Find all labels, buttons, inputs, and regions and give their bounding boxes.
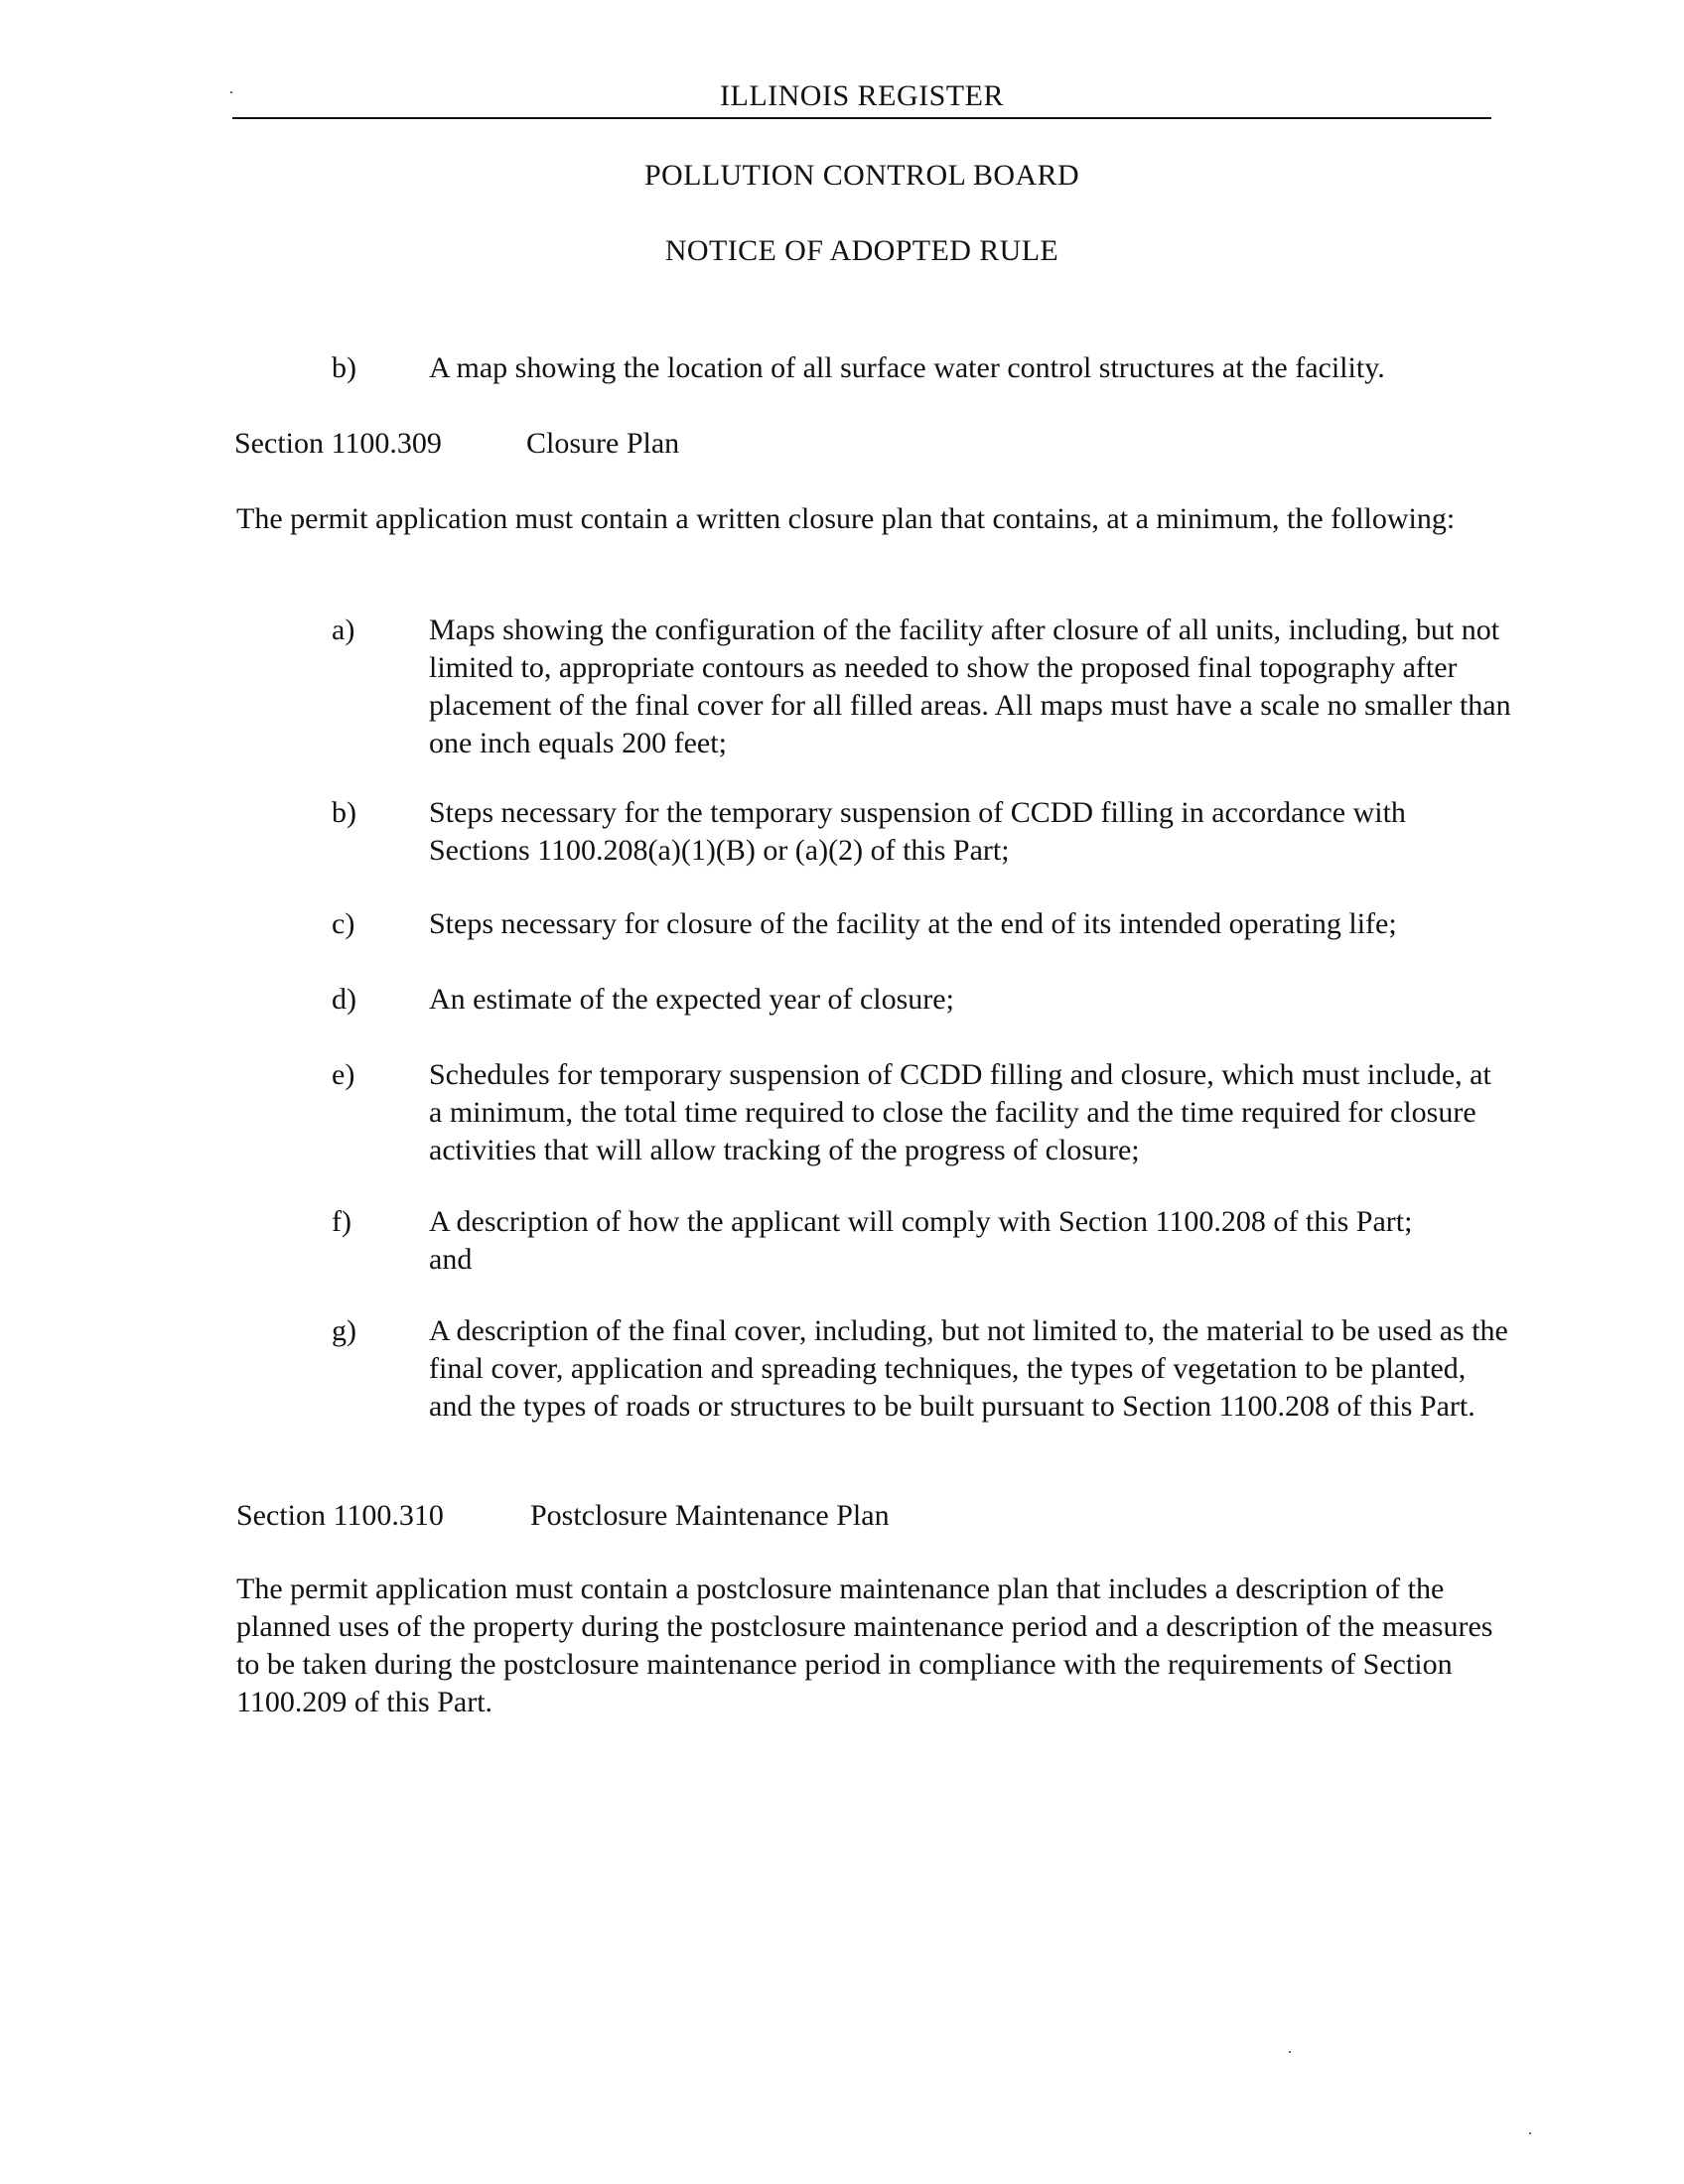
item-text-f: A description of how the applicant will comply with Section 1100.208 of this Part; and [429, 1205, 1413, 1276]
item-text-g: A description of the final cover, including, but not limited to, the material to be used as the final cover, application and spreading techniques, the types of vegetation to be planted, and the types of roads or structures to be built pursuant to Section 1100.208 of this Part. [429, 1314, 1508, 1423]
section-310-body: The permit application must contain a postclosure maintenance plan that includes a description of the planned uses of the property during the postclosure maintenance period and a description of the measures to be taken during the postclosure maintenance period in compliance with the requirements of Section 1100.209 of this Part. [236, 1572, 1493, 1718]
item-text-e: Schedules for temporary suspension of CCDD filling and closure, which must include, at a minimum, the total time required to close the facility and the time required for closure activities that will allow tracking of the progress of closure; [429, 1058, 1491, 1166]
section-310-number: Section 1100.310 [236, 1499, 444, 1532]
agency-name: POLLUTION CONTROL BOARD [643, 159, 1080, 192]
section-309-number: Section 1100.309 [234, 427, 442, 460]
scan-speck [1529, 2132, 1531, 2134]
item-label-g: g) [332, 1314, 356, 1347]
item-text-c: Steps necessary for closure of the facility at the end of its intended operating life; [429, 907, 1397, 940]
item-label-a: a) [332, 614, 355, 646]
item-text-d: An estimate of the expected year of closure; [429, 983, 954, 1016]
section-309-title: Closure Plan [526, 427, 680, 460]
intro-item-label: b) [332, 351, 356, 384]
scan-speck [1289, 2051, 1291, 2053]
register-header: ILLINOIS REGISTER [720, 79, 1004, 112]
item-text-b: Steps necessary for the temporary suspension of CCDD filling in accordance with Sections 1100.208(a)(1)(B) or (a)(2) of this Part; [429, 796, 1406, 867]
item-text-a: Maps showing the configuration of the facility after closure of all units, including, but not limited to, appropriate contours as needed to show the proposed final topography after placement of the final cover for all filled areas. All maps must have a scale no smaller than one inch equals 200 feet; [429, 614, 1511, 759]
notice-title: NOTICE OF ADOPTED RULE [664, 234, 1059, 267]
item-label-e: e) [332, 1058, 355, 1091]
intro-item-text: A map showing the location of all surface water control structures at the facility. [429, 351, 1385, 384]
section-309-intro: The permit application must contain a written closure plan that contains, at a minimum, the following: [236, 502, 1456, 535]
item-label-b: b) [332, 796, 356, 829]
section-310-title: Postclosure Maintenance Plan [530, 1499, 890, 1532]
header-rule [232, 117, 1491, 119]
item-label-d: d) [332, 983, 356, 1016]
item-label-f: f) [332, 1205, 351, 1238]
item-label-c: c) [332, 907, 355, 940]
